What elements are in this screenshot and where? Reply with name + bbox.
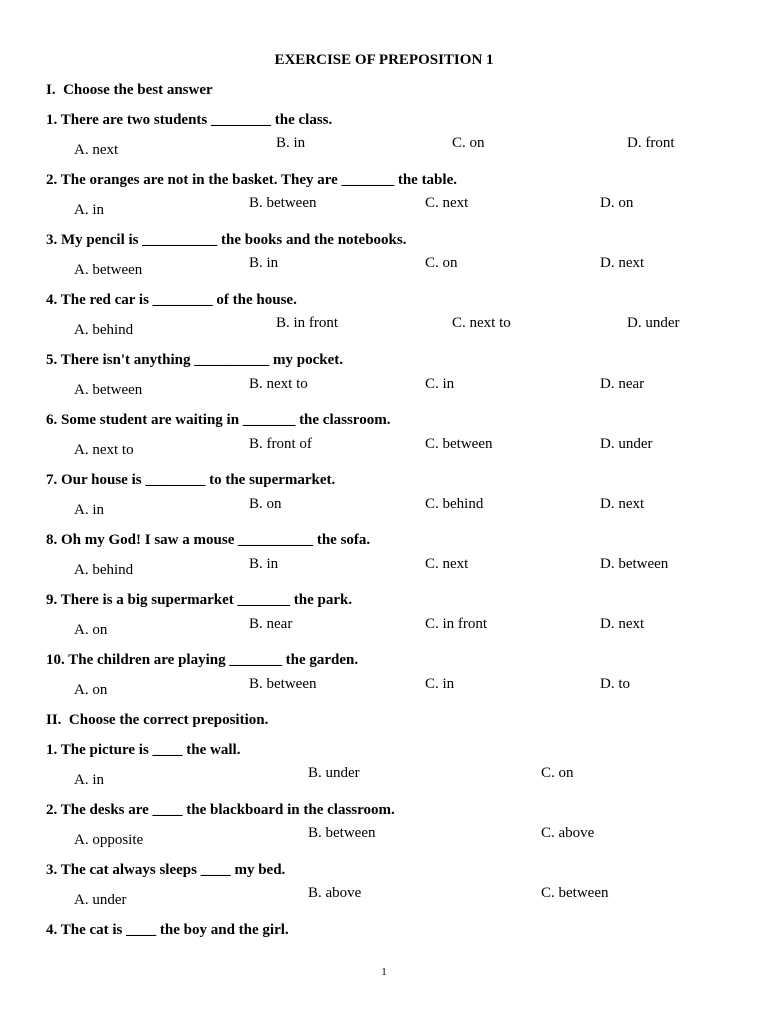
option-d: D. front — [627, 135, 675, 151]
option-b: B. in front — [276, 315, 339, 331]
option-d: D. next — [600, 496, 645, 512]
question-text: 3. The cat always sleeps ____ my bed. — [46, 862, 286, 878]
option-d: D. on — [600, 195, 634, 211]
option-a: A. under — [74, 892, 127, 908]
option-a: A. behind — [74, 562, 134, 578]
option-d: D. near — [600, 376, 645, 392]
option-c: C. next — [425, 556, 469, 572]
option-a: A. in — [74, 772, 104, 788]
section-1-heading: I. Choose the best answer — [46, 82, 213, 98]
option-c: C. in front — [425, 616, 488, 632]
option-a: A. behind — [74, 322, 134, 338]
option-a: A. opposite — [74, 832, 144, 848]
option-b: B. on — [249, 496, 282, 512]
option-c: C. on — [452, 135, 485, 151]
option-b: B. under — [308, 765, 360, 781]
option-c: C. in — [425, 376, 455, 392]
option-b: B. in — [276, 135, 306, 151]
option-b: B. near — [249, 616, 293, 632]
option-b: B. between — [308, 825, 376, 841]
option-c: C. on — [541, 765, 574, 781]
option-b: B. in — [249, 255, 279, 271]
question-text: 1. There are two students ________ the class. — [46, 112, 333, 128]
section-2-heading: II. Choose the correct preposition. — [46, 712, 269, 728]
option-b: B. between — [249, 676, 317, 692]
option-c: C. in — [425, 676, 455, 692]
option-a: A. next — [74, 142, 119, 158]
option-a: A. in — [74, 502, 104, 518]
option-d: D. to — [600, 676, 630, 692]
option-d: D. between — [600, 556, 669, 572]
option-d: D. under — [600, 436, 653, 452]
question-text: 2. The oranges are not in the basket. They are _______ the table. — [46, 172, 457, 188]
question-text: 4. The cat is ____ the boy and the girl. — [46, 922, 289, 938]
question-text: 9. There is a big supermarket _______ the park. — [46, 592, 353, 608]
option-b: B. next to — [249, 376, 308, 392]
option-a: A. on — [74, 622, 108, 638]
question-text: 1. The picture is ____ the wall. — [46, 742, 241, 758]
question-text: 6. Some student are waiting in _______ the classroom. — [46, 412, 391, 428]
page-number: 1 — [381, 966, 387, 978]
option-b: B. between — [249, 195, 317, 211]
option-c: C. next to — [452, 315, 511, 331]
option-a: A. between — [74, 382, 143, 398]
option-c: C. between — [541, 885, 609, 901]
question-text: 10. The children are playing _______ the garden. — [46, 652, 359, 668]
option-c: C. above — [541, 825, 595, 841]
option-c: C. between — [425, 436, 493, 452]
question-text: 8. Oh my God! I saw a mouse __________ the sofa. — [46, 532, 371, 548]
question-text: 4. The red car is ________ of the house. — [46, 292, 297, 308]
page-title: EXERCISE OF PREPOSITION 1 — [274, 52, 494, 68]
option-d: D. next — [600, 255, 645, 271]
question-text: 7. Our house is ________ to the supermarket. — [46, 472, 336, 488]
question-text: 3. My pencil is __________ the books and the notebooks. — [46, 232, 407, 248]
option-d: D. next — [600, 616, 645, 632]
option-c: C. next — [425, 195, 469, 211]
question-text: 2. The desks are ____ the blackboard in the classroom. — [46, 802, 395, 818]
option-c: C. on — [425, 255, 458, 271]
option-b: B. in — [249, 556, 279, 572]
option-d: D. under — [627, 315, 680, 331]
option-c: C. behind — [425, 496, 484, 512]
option-b: B. front of — [249, 436, 312, 452]
option-a: A. in — [74, 202, 104, 218]
option-a: A. between — [74, 262, 143, 278]
option-b: B. above — [308, 885, 362, 901]
option-a: A. on — [74, 682, 108, 698]
question-text: 5. There isn't anything __________ my pocket. — [46, 352, 343, 368]
option-a: A. next to — [74, 442, 134, 458]
